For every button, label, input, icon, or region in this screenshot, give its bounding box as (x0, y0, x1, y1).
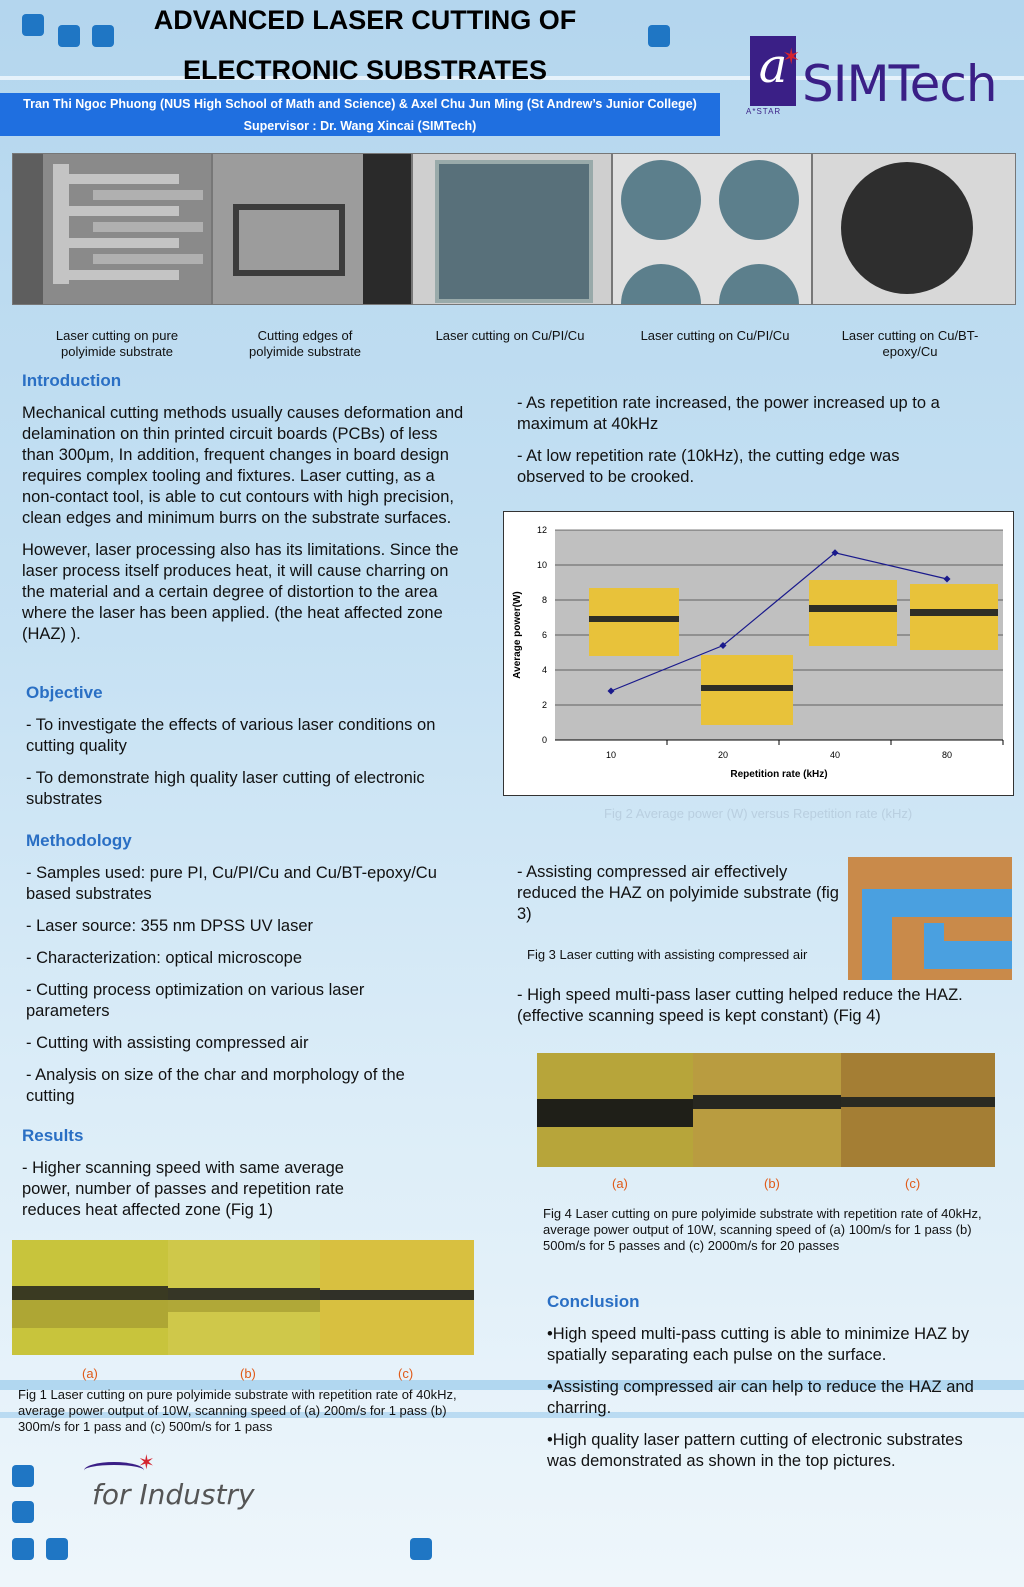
top-photo-caption: Laser cutting on pure polyimide substrate (55, 328, 179, 359)
top-photo-caption: Laser cutting on Cu/PI/Cu (640, 328, 790, 343)
methodology-item: - Laser source: 355 nm DPSS UV laser (26, 917, 314, 935)
top-photo-caption: Cutting edges of polyimide substrate (249, 328, 361, 359)
methodology-item: - Characterization: optical microscope (26, 949, 303, 967)
footer-star-icon: ✶ (138, 1452, 155, 1474)
fig1-image-c (320, 1240, 474, 1355)
fig2-chart (504, 512, 1013, 795)
fig4-caption: Fig 4 Laser cutting on pure polyimide substrate with repetition rate of 40kHz, average power output of 10W, scanning speed of (a) 100m/s for 1 pass (b) 500m/s for 5 passes and (c) 2000m/s for 20 passes (543, 1206, 982, 1253)
fig2-caption: Fig 2 Average power (W) versus Repetition rate (kHz) (604, 806, 913, 821)
poster-title (120, 0, 610, 95)
air-text: - Assisting compressed air effectively reduced the HAZ on polyimide substrate (fig 3) (517, 863, 839, 923)
objective-list (26, 715, 476, 821)
fig1-image-b (168, 1240, 320, 1355)
deco-square (410, 1538, 432, 1560)
introduction-p1: Mechanical cutting methods usually causes deformation and delamination on thin printed circuit boards (PCBs) of less than 300μm, In addition, frequent changes in board design requires complex tooling and fixtures. Laser cutting, as a non-contact tool, is able to cut contours with high precision, clean edges and minimum burrs on the substrate surfaces. (22, 404, 464, 527)
repetition-findings (517, 393, 947, 499)
conclusion-heading: Conclusion (547, 1292, 640, 1311)
inset-micrograph-40khz (809, 580, 897, 646)
footer-swoosh-icon (84, 1462, 144, 1479)
top-photo-caption: Laser cutting on Cu/PI/Cu (435, 328, 585, 343)
fig4-label-a: (a) (612, 1176, 628, 1191)
deco-square (12, 1538, 34, 1560)
introduction-text (22, 403, 472, 656)
deco-square (648, 25, 670, 47)
fig4-image-b (693, 1053, 841, 1167)
x-tick-label: 80 (941, 750, 953, 760)
logo-sub: A*STAR (746, 107, 782, 116)
conclusion-item: •Assisting compressed air can help to reduce the HAZ and charring. (547, 1378, 974, 1417)
title-line-2: ELECTRONIC SUBSTRATES (182, 55, 547, 85)
inset-micrograph-20khz (701, 655, 793, 725)
fig1-label-a: (a) (82, 1366, 98, 1381)
x-tick-label: 10 (605, 750, 617, 760)
astar-logo-icon: a (750, 36, 796, 106)
results-text: - Higher scanning speed with same average power, number of passes and repetition rate reduces heat affected zone (Fig 1) (22, 1159, 344, 1219)
objective-item: - To investigate the effects of various laser conditions on cutting quality (26, 716, 436, 755)
authors: Tran Thi Ngoc Phuong (NUS High School of Math and Science) & Axel Chu Jun Ming (St Andrew’s Junior College) (23, 97, 697, 111)
methodology-item: - Samples used: pure PI, Cu/PI/Cu and Cu/BT-epoxy/Cu based substrates (26, 864, 437, 903)
deco-square (46, 1538, 68, 1560)
methodology-item: - Cutting with assisting compressed air (26, 1034, 309, 1052)
objective-item: - To demonstrate high quality laser cutting of electronic substrates (26, 769, 425, 808)
top-photo-2 (212, 153, 412, 305)
top-photo-1 (12, 153, 212, 305)
fig1-image-a (12, 1240, 168, 1355)
fig3-image (848, 857, 1012, 980)
introduction-p2: However, laser processing also has its limitations. Since the laser process itself produces heat, it will cause charring on the material and a certain degree of distortion to the area where the laser has been applied. (the heat affected zone (HAZ) ). (22, 541, 459, 643)
fig4-label-c: (c) (905, 1176, 921, 1191)
star-icon: ✶ (782, 44, 801, 69)
deco-square (12, 1465, 34, 1487)
fig4-image-a (537, 1053, 693, 1167)
top-photo-caption: Laser cutting on Cu/BT-epoxy/Cu (841, 328, 979, 359)
simtech-logo: SIMTech (802, 55, 997, 113)
deco-square (22, 14, 44, 36)
author-bar (0, 93, 720, 136)
methodology-item: - Cutting process optimization on various laser parameters (26, 981, 365, 1020)
y-tick-label: 4 (541, 665, 547, 675)
y-tick-label: 12 (536, 525, 547, 535)
fig4-label-b: (b) (764, 1176, 780, 1191)
methodology-item: - Analysis on size of the char and morphology of the cutting (26, 1066, 405, 1105)
fig3-caption: Fig 3 Laser cutting with assisting compressed air (527, 947, 808, 962)
conclusion-item: •High speed multi-pass cutting is able to minimize HAZ by spatially separating each pulse on the surface. (547, 1325, 970, 1364)
objective-heading: Objective (26, 683, 103, 702)
supervisor: Supervisor : Dr. Wang Xincai (SIMTech) (243, 119, 477, 133)
methodology-heading: Methodology (26, 831, 132, 850)
x-tick-label: 40 (829, 750, 841, 760)
fig1-label-b: (b) (240, 1366, 256, 1381)
finding-1: - As repetition rate increased, the power increased up to a maximum at 40kHz (517, 394, 940, 433)
fig1-caption: Fig 1 Laser cutting on pure polyimide substrate with repetition rate of 40kHz, average power output of 10W, scanning speed of (a) 200m/s for 1 pass (b) 300m/s for 1 pass and (c) 500m/s for 1 pass (18, 1387, 457, 1434)
top-photo-5 (812, 153, 1016, 305)
y-axis-label: Average power(W) (512, 591, 523, 679)
title-line-1: ADVANCED LASER CUTTING OF (153, 5, 577, 35)
top-photo-4 (612, 153, 812, 305)
inset-micrograph-10khz (589, 588, 679, 656)
deco-square (92, 25, 114, 47)
fig2-chart-frame (503, 511, 1014, 796)
y-tick-label: 6 (541, 630, 547, 640)
deco-square (58, 25, 80, 47)
inset-micrograph-80khz (910, 584, 998, 650)
y-tick-label: 10 (536, 560, 547, 570)
deco-square (12, 1501, 34, 1523)
introduction-heading: Introduction (22, 371, 122, 390)
conclusion-list (547, 1324, 987, 1483)
y-tick-label: 0 (541, 735, 547, 745)
x-axis-label: Repetition rate (kHz) (730, 769, 828, 780)
finding-2: - At low repetition rate (10kHz), the cutting edge was observed to be crooked. (517, 447, 900, 486)
y-tick-label: 2 (541, 700, 547, 710)
top-photo-3 (412, 153, 612, 305)
results-heading: Results (22, 1126, 84, 1145)
footer-tagline: for Industry (92, 1478, 255, 1511)
conclusion-item: •High quality laser pattern cutting of electronic substrates was demonstrated as shown in the top pictures. (547, 1431, 963, 1470)
x-tick-label: 20 (717, 750, 729, 760)
fig4-image-c (841, 1053, 995, 1167)
y-tick-label: 8 (541, 595, 547, 605)
multipass-text: - High speed multi-pass laser cutting helped reduce the HAZ. (effective scanning speed is kept constant) (Fig 4) (517, 986, 963, 1025)
fig1-label-c: (c) (398, 1366, 414, 1381)
methodology-list (26, 863, 446, 1118)
